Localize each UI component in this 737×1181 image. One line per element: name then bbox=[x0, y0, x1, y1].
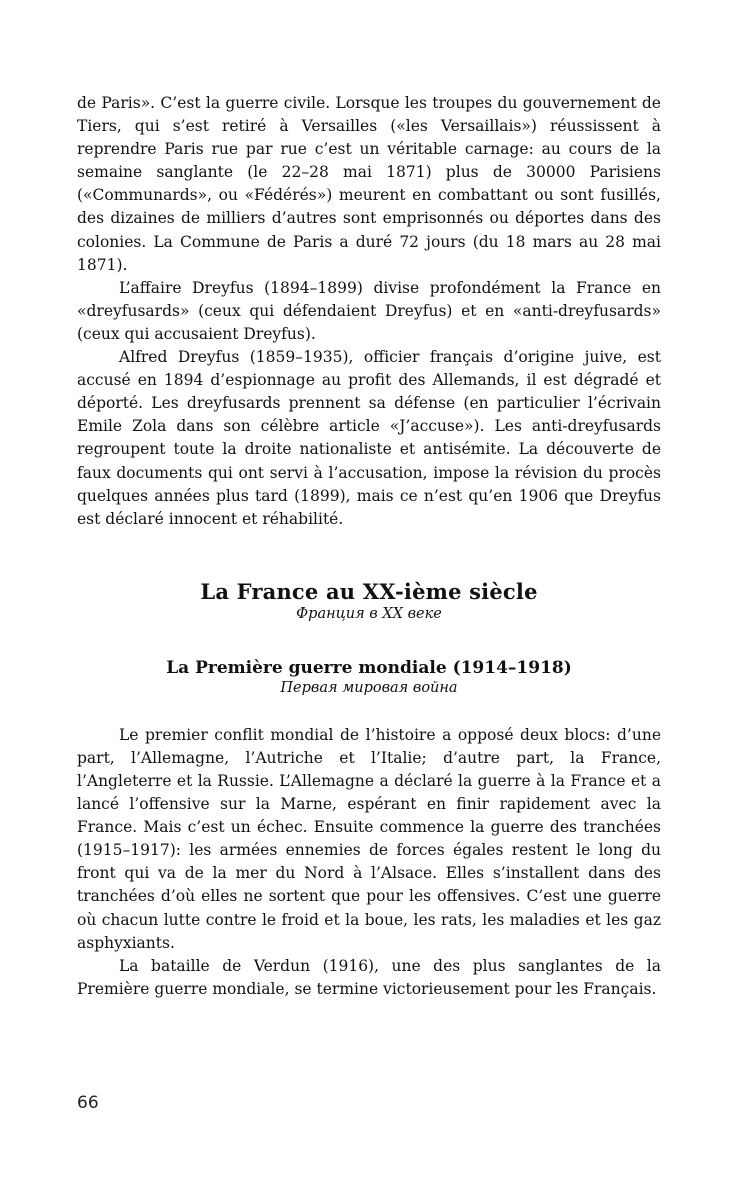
paragraph-world-war-one: Le premier conflit mondial de l’histoire a opposé deux blocs: d’une part, l’Allemagne, l’Autriche et l’Italie; d’autre part, la France, l’Angleterre et la Russie. L’Allemagne a déclaré la guerre à la France et a lancé l’offensive sur la Marne, espérant en finir rapidement avec la France. Mais c’est un échec. Ensuite commence la guerre des tranchées (1915–1917): les armées ennemies de forces égales restent le long du front qui va de la mer du Nord à l’Alsace. Elles s’installent dans des tranchées d’où elles ne sortent que pour les offensives. C’est une guerre où chacun lutte contre le froid et la boue, les rats, les maladies et les gaz asphyxiants. bbox=[77, 725, 661, 952]
section-body bbox=[77, 724, 661, 1001]
section-title: La Première guerre mondiale (1914–1918) bbox=[166, 657, 572, 678]
paragraph-dreyfus-affair: L’affaire Dreyfus (1894–1899) divise profondément la France en «dreyfusards» (ceux qui défendaient Dreyfus) et en «anti-dreyfusards» (ceux qui accusaient Dreyfus). bbox=[77, 278, 661, 343]
chapter-title: La France au XX-ième siècle bbox=[200, 578, 538, 604]
paragraph-verdun: La bataille de Verdun (1916), une des plus sanglantes de la Première guerre mondiale, se termine victorieusement pour les Français. bbox=[77, 956, 661, 998]
section-heading bbox=[77, 657, 661, 698]
section-subtitle: Первая мировая война bbox=[280, 679, 458, 696]
chapter-subtitle: Франция в ХХ веке bbox=[296, 605, 442, 622]
paragraph-paris-commune: de Paris». C’est la guerre civile. Lorsque les troupes du gouvernement de Tiers, qui s’est retiré à Versailles («les Versaillais») réussissent à reprendre Paris rue par rue c’est un véritable carnage: au cours de la semaine sanglante (le 22–28 mai 1871) plus de 30000 Parisiens («Communards», ou «Fédérés») meurent en combattant ou sont fusillés, des dizaines de milliers d’autres sont emprisonnés ou déportes dans des colonies. La Commune de Paris a duré 72 jours (du 18 mars au 28 mai 1871). bbox=[77, 94, 661, 274]
paragraph-alfred-dreyfus: Alfred Dreyfus (1859–1935), officier français d’origine juive, est accusé en 1894 d’espionnage au profit des Allemands, il est dégradé et déporté. Les dreyfusards prennent sa défense (en particulier l’écrivain Emile Zola dans son célèbre article «J’accuse»). Les anti-dreyfusards regroupent toute la droite nationaliste et antisémite. La découverte de faux documents qui ont servi à l’accusation, impose la révision du procès quelques années plus tard (1899), mais ce n’est qu’en 1906 que Dreyfus est déclaré innocent et réhabilité. bbox=[77, 348, 661, 528]
page-body bbox=[77, 92, 661, 1001]
chapter-heading bbox=[77, 579, 661, 624]
page-number: 66 bbox=[77, 1093, 99, 1113]
